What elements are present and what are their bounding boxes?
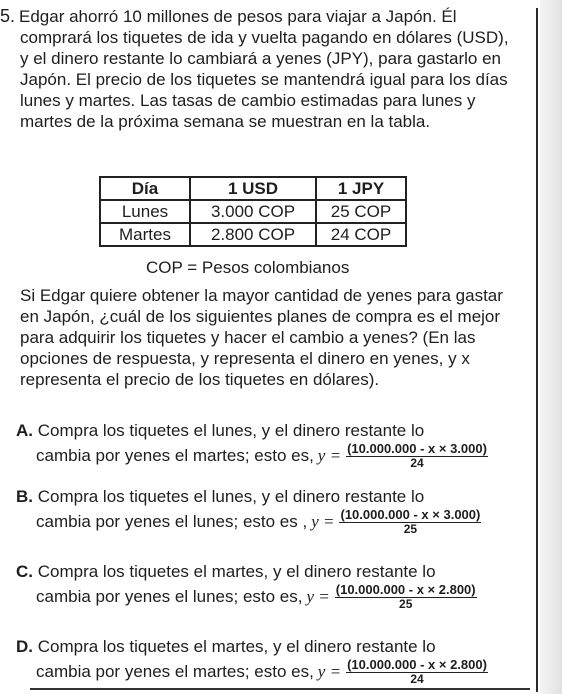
formula-lhs: y = [306,587,330,606]
formula-denominator: 25 [403,522,418,536]
option-formula [306,583,476,611]
bottom-divider [30,688,530,690]
option-letter: D. [16,637,33,656]
formula-numerator: (10.000.000 - x × 3.000) [340,507,481,522]
table-cell: 24 COP [316,223,406,246]
option-text-line2 [16,583,522,611]
table-row [100,200,406,223]
question-number: 5. [0,6,16,26]
table-cell: Martes [100,223,190,246]
answer-option-c[interactable] [16,561,522,611]
option-letter: A. [16,421,33,440]
table-header-jpy: 1 JPY [316,177,406,200]
answer-option-d[interactable] [16,636,522,686]
option-text-line1 [16,420,522,442]
option-text: cambia por yenes el martes; esto es, [36,662,314,681]
table-header-day: Día [100,177,190,200]
column-divider [536,8,538,692]
option-text: Compra los tiquetes el lunes, y el dinero restante lo [37,487,425,506]
answer-option-b[interactable] [16,486,522,536]
formula-fraction [346,442,488,470]
formula-lhs: y = [317,662,342,681]
page-edge-shadow [540,0,562,694]
table-cell: 2.800 COP [190,223,316,246]
formula-numerator: (10.000.000 - x × 2.800) [347,657,487,672]
table-cell: 25 COP [316,200,406,223]
option-formula [311,508,481,536]
table-legend: COP = Pesos colombianos [146,258,350,277]
table-cell: Lunes [100,200,190,223]
option-text-line2 [16,658,522,686]
option-text: Compra los tiquetes el martes, y el dinero restante lo [37,562,436,581]
answer-option-a[interactable] [16,420,522,470]
formula-lhs: y = [317,446,342,465]
formula-numerator: (10.000.000 - x × 3.000) [347,441,487,456]
option-text-line2 [16,508,522,536]
option-text-line1 [16,561,522,583]
option-text-line1 [16,486,522,508]
option-text: Compra los tiquetes el martes, y el dinero restante lo [37,637,436,656]
option-text: cambia por yenes el martes; esto es, [36,446,314,465]
option-text-line2 [16,442,522,470]
option-letter: C. [16,562,33,581]
option-text: cambia por yenes el lunes; esto es , [36,512,308,531]
formula-denominator: 24 [410,456,424,470]
table-header-usd: 1 USD [190,177,316,200]
table-cell: 3.000 COP [190,200,316,223]
option-formula [318,442,488,470]
exchange-rate-table [99,176,407,247]
formula-fraction [335,583,477,611]
option-letter: B. [16,487,33,506]
option-formula [318,658,488,686]
option-text-line1 [16,636,522,658]
question-prompt: Si Edgar quiere obtener la mayor cantidad de yenes para gastar en Japón, ¿cuál de los siguientes planes de compra es el mejor para adquirir los tiquetes y hacer el cambio a yenes? (En las opciones de respuesta, y representa el dinero en yenes, y x representa el precio de los tiquetes en dólares). [20,286,503,389]
table-header-row [100,177,406,200]
formula-fraction [339,508,481,536]
option-text: cambia por yenes el lunes; esto es, [36,587,303,606]
table-row [100,223,406,246]
formula-denominator: 24 [410,672,424,686]
formula-lhs: y = [311,512,335,531]
formula-denominator: 25 [399,597,413,611]
option-text: Compra los tiquetes el lunes, y el dinero restante lo [37,421,425,440]
question-intro: Edgar ahorró 10 millones de pesos para viajar a Japón. Él comprará los tiquetes de ida y vuelta pagando en dólares (USD), y el dinero restante lo cambiará a yenes (JPY), para gastarlo en Japón. El precio de los tiquetes se mantendrá igual para los días lunes y martes. Las tasas de cambio estimadas para lunes y martes de la próxima semana se muestran en la tabla. [19,7,509,131]
formula-fraction [346,658,488,686]
formula-numerator: (10.000.000 - x × 2.800) [335,582,476,597]
